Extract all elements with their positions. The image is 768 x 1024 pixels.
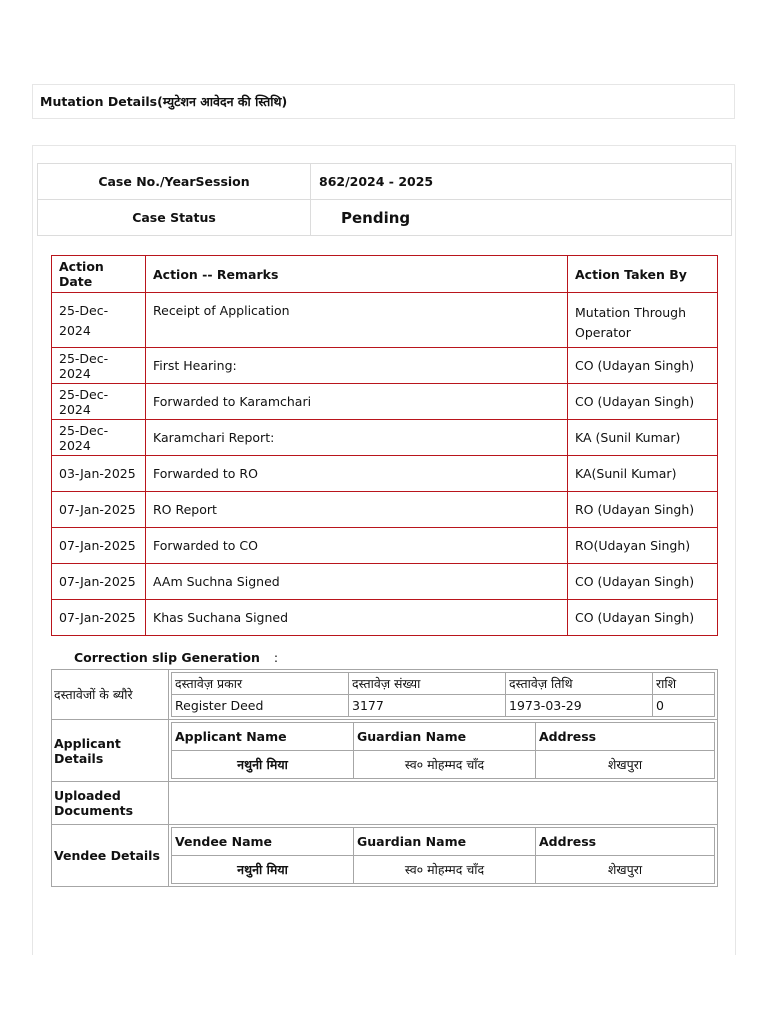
col-doc-type: दस्तावेज़ प्रकार xyxy=(172,673,349,695)
action-date: 25-Dec-2024 xyxy=(52,420,146,456)
documents-table xyxy=(171,672,715,717)
correction-slip-table xyxy=(51,669,718,887)
vendee-cell xyxy=(169,825,718,887)
col-guardian-name: Guardian Name xyxy=(354,723,536,751)
col-applicant-name: Applicant Name xyxy=(172,723,354,751)
col-doc-date: दस्तावेज़ तिथि xyxy=(506,673,653,695)
action-date: 25-Dec-2024 xyxy=(52,384,146,420)
documents-row xyxy=(52,670,718,720)
action-history-table xyxy=(51,255,718,636)
documents-cell xyxy=(169,670,718,720)
col-action-taken-by: Action Taken By xyxy=(568,256,718,293)
doc-amount: 0 xyxy=(653,695,715,717)
action-date: 07-Jan-2025 xyxy=(52,492,146,528)
action-date: 07-Jan-2025 xyxy=(52,564,146,600)
action-taken-by: CO (Udayan Singh) xyxy=(568,600,718,636)
vendee-label: Vendee Details xyxy=(52,825,169,887)
vendee-guardian: स्व० मोहम्मद चाँद xyxy=(354,856,536,884)
documents-header-row xyxy=(172,673,715,695)
uploaded-documents-label: Uploaded Documents xyxy=(52,782,169,825)
applicant-name: नथुनी मिया xyxy=(172,751,354,779)
applicant-guardian: स्व० मोहम्मद चाँद xyxy=(354,751,536,779)
action-taken-by: CO (Udayan Singh) xyxy=(568,384,718,420)
action-remarks: AAm Suchna Signed xyxy=(146,564,568,600)
vendee-name: नथुनी मिया xyxy=(172,856,354,884)
case-no-row xyxy=(38,164,732,200)
vendee-row xyxy=(52,825,718,887)
table-row xyxy=(52,564,718,600)
action-taken-by: KA (Sunil Kumar) xyxy=(568,420,718,456)
col-action-date: Action Date xyxy=(52,256,146,293)
table-row xyxy=(52,384,718,420)
col-vendee-guardian: Guardian Name xyxy=(354,828,536,856)
uploaded-documents-cell xyxy=(169,782,718,825)
table-row xyxy=(172,695,715,717)
col-address: Address xyxy=(536,723,715,751)
vendee-header-row xyxy=(172,828,715,856)
col-action-remarks: Action -- Remarks xyxy=(146,256,568,293)
uploaded-documents-row xyxy=(52,782,718,825)
action-date: 25-Dec-2024 xyxy=(52,293,146,348)
action-date: 03-Jan-2025 xyxy=(52,456,146,492)
action-header-row xyxy=(52,256,718,293)
applicant-cell xyxy=(169,720,718,782)
action-taken-by: KA(Sunil Kumar) xyxy=(568,456,718,492)
action-date: 25-Dec-2024 xyxy=(52,348,146,384)
correction-slip-title xyxy=(74,650,278,665)
action-remarks: RO Report xyxy=(146,492,568,528)
table-row xyxy=(172,751,715,779)
action-taken-by: CO (Udayan Singh) xyxy=(568,564,718,600)
applicant-table xyxy=(171,722,715,779)
doc-number: 3177 xyxy=(349,695,506,717)
action-taken-by: CO (Udayan Singh) xyxy=(568,348,718,384)
table-row xyxy=(52,348,718,384)
action-remarks: Karamchari Report: xyxy=(146,420,568,456)
doc-type: Register Deed xyxy=(172,695,349,717)
action-remarks: Forwarded to CO xyxy=(146,528,568,564)
action-taken-by: RO(Udayan Singh) xyxy=(568,528,718,564)
action-taken-by: RO (Udayan Singh) xyxy=(568,492,718,528)
page-title xyxy=(32,84,735,119)
case-status-label: Case Status xyxy=(38,200,311,236)
case-info-table xyxy=(37,163,732,236)
doc-date: 1973-03-29 xyxy=(506,695,653,717)
case-no-value: 862/2024 - 2025 xyxy=(311,164,732,200)
case-status-row xyxy=(38,200,732,236)
case-status-value: Pending xyxy=(311,200,732,236)
col-vendee-address: Address xyxy=(536,828,715,856)
applicant-row xyxy=(52,720,718,782)
applicant-header-row xyxy=(172,723,715,751)
vendee-address: शेखपुरा xyxy=(536,856,715,884)
applicant-address: शेखपुरा xyxy=(536,751,715,779)
action-date: 07-Jan-2025 xyxy=(52,528,146,564)
action-remarks: Forwarded to RO xyxy=(146,456,568,492)
table-row xyxy=(52,293,718,348)
vendee-table xyxy=(171,827,715,884)
col-doc-amount: राशि xyxy=(653,673,715,695)
table-row xyxy=(52,420,718,456)
applicant-label: Applicant Details xyxy=(52,720,169,782)
action-taken-by: Mutation Through Operator xyxy=(568,293,718,348)
col-vendee-name: Vendee Name xyxy=(172,828,354,856)
action-remarks: Khas Suchana Signed xyxy=(146,600,568,636)
page-title-text: Mutation Details(म्युटेशन आवेदन की स्तिथि) xyxy=(40,94,288,109)
table-row xyxy=(52,600,718,636)
action-date: 07-Jan-2025 xyxy=(52,600,146,636)
case-no-label: Case No./YearSession xyxy=(38,164,311,200)
action-remarks: First Hearing: xyxy=(146,348,568,384)
table-row xyxy=(52,528,718,564)
correction-slip-colon: : xyxy=(273,650,279,665)
action-remarks: Forwarded to Karamchari xyxy=(146,384,568,420)
table-row xyxy=(52,456,718,492)
action-remarks: Receipt of Application xyxy=(146,293,568,348)
col-doc-number: दस्तावेज़ संख्या xyxy=(349,673,506,695)
table-row xyxy=(52,492,718,528)
correction-slip-label: Correction slip Generation xyxy=(74,650,260,665)
table-row xyxy=(172,856,715,884)
documents-label: दस्तावेजों के ब्यौरे xyxy=(52,670,169,720)
